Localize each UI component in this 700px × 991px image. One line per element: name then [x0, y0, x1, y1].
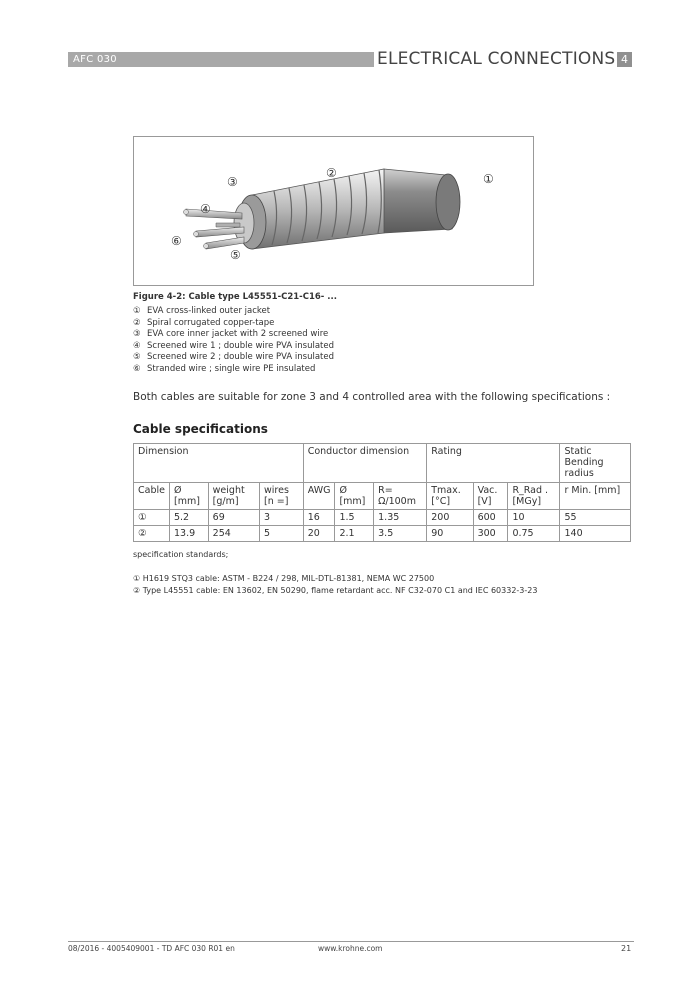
cable-figure [133, 136, 534, 286]
group-conductor: Conductor dimension [303, 444, 427, 483]
callout-1: ① [483, 172, 494, 186]
body-paragraph: Both cables are suitable for zone 3 and 4 controlled area with the following specifications : [133, 391, 611, 403]
group-rating: Rating [427, 444, 560, 483]
legend-text: Stranded wire ; single wire PE insulated [147, 363, 316, 374]
section-title: ELECTRICAL CONNECTIONS [374, 49, 620, 69]
table-cell: ① [134, 510, 170, 526]
legend-number: ② [133, 317, 141, 328]
col-header: weight [g/m] [208, 483, 259, 510]
table-row [134, 526, 631, 542]
product-name: AFC 030 [73, 54, 117, 65]
col-header: AWG [303, 483, 335, 510]
standard-item: ① H1619 STQ3 cable: ASTM - B224 / 298, MIL-DTL-81381, NEMA WC 27500 [133, 574, 435, 583]
legend-number: ④ [133, 340, 141, 351]
legend-number: ③ [133, 329, 141, 340]
footer-website: www.krohne.com [318, 944, 383, 953]
table-cell: 5.2 [169, 510, 208, 526]
table-cell: 3 [260, 510, 304, 526]
page-number: 21 [621, 944, 632, 953]
table-cell: 1.35 [374, 510, 427, 526]
col-header: wires [n =] [260, 483, 304, 510]
callout-3: ③ [227, 175, 238, 189]
footer-rule [68, 941, 634, 942]
col-header: Ø [mm] [335, 483, 374, 510]
callout-4: ④ [200, 202, 211, 216]
table-cell: 16 [303, 510, 335, 526]
table-cell: 200 [427, 510, 473, 526]
legend-item [133, 318, 334, 330]
table-cell: 1.5 [335, 510, 374, 526]
group-static: Static Bending radius [560, 444, 631, 483]
figure-caption: Figure 4-2: Cable type L45551-C21-C16- ... [133, 292, 337, 302]
figure-legend [133, 306, 334, 376]
table-cell: 55 [560, 510, 631, 526]
col-header: Cable [134, 483, 170, 510]
table-cell: 69 [208, 510, 259, 526]
cable-spec-table [133, 443, 631, 542]
col-header: Tmax. [°C] [427, 483, 473, 510]
spec-note: specification standards; [133, 550, 229, 559]
col-header: Ø [mm] [169, 483, 208, 510]
callout-2: ② [326, 166, 337, 180]
legend-text: EVA core inner jacket with 2 screened wire [147, 329, 329, 340]
legend-item [133, 341, 334, 353]
legend-text: EVA cross-linked outer jacket [147, 306, 271, 316]
standard-item: ② Type L45551 cable: EN 13602, EN 50290, flame retardant acc. NF C32-070 C1 and IEC 60332-3-23 [133, 586, 538, 595]
table-cell: ② [134, 526, 170, 542]
callout-6: ⑥ [171, 234, 182, 248]
legend-text: Screened wire 2 ; double wire PVA insulated [147, 352, 335, 363]
legend-item [133, 306, 334, 318]
footer-doc-id: 08/2016 - 4005409001 - TD AFC 030 R01 en [68, 944, 235, 953]
legend-number: ⑥ [133, 363, 141, 374]
table-cell: 13.9 [169, 526, 208, 542]
table-header-row [134, 483, 631, 510]
legend-item [133, 352, 334, 364]
cable-illustration [134, 137, 533, 285]
col-header: Vac. [V] [473, 483, 508, 510]
table-cell: 20 [303, 526, 335, 542]
legend-item [133, 329, 334, 341]
legend-item [133, 364, 334, 376]
spec-heading: Cable specifications [133, 422, 268, 436]
col-header: R= Ω/100m [374, 483, 427, 510]
table-group-row [134, 444, 631, 483]
table-cell: 10 [508, 510, 560, 526]
legend-text: Spiral corrugated copper-tape [147, 317, 275, 328]
table-cell: 600 [473, 510, 508, 526]
section-number: 4 [617, 52, 632, 67]
table-cell: 5 [260, 526, 304, 542]
col-header: R_Rad . [MGy] [508, 483, 560, 510]
legend-text: Screened wire 1 ; double wire PVA insulated [147, 340, 335, 351]
table-cell: 3.5 [374, 526, 427, 542]
table-row [134, 510, 631, 526]
table-cell: 0.75 [508, 526, 560, 542]
legend-number: ⑤ [133, 352, 141, 363]
standards-list [133, 573, 537, 597]
legend-number: ① [133, 306, 141, 316]
table-cell: 2.1 [335, 526, 374, 542]
table-cell: 300 [473, 526, 508, 542]
table-cell: 254 [208, 526, 259, 542]
callout-5: ⑤ [230, 248, 241, 262]
col-header: r Min. [mm] [560, 483, 631, 510]
table-cell: 140 [560, 526, 631, 542]
group-dimension: Dimension [134, 444, 304, 483]
table-cell: 90 [427, 526, 473, 542]
